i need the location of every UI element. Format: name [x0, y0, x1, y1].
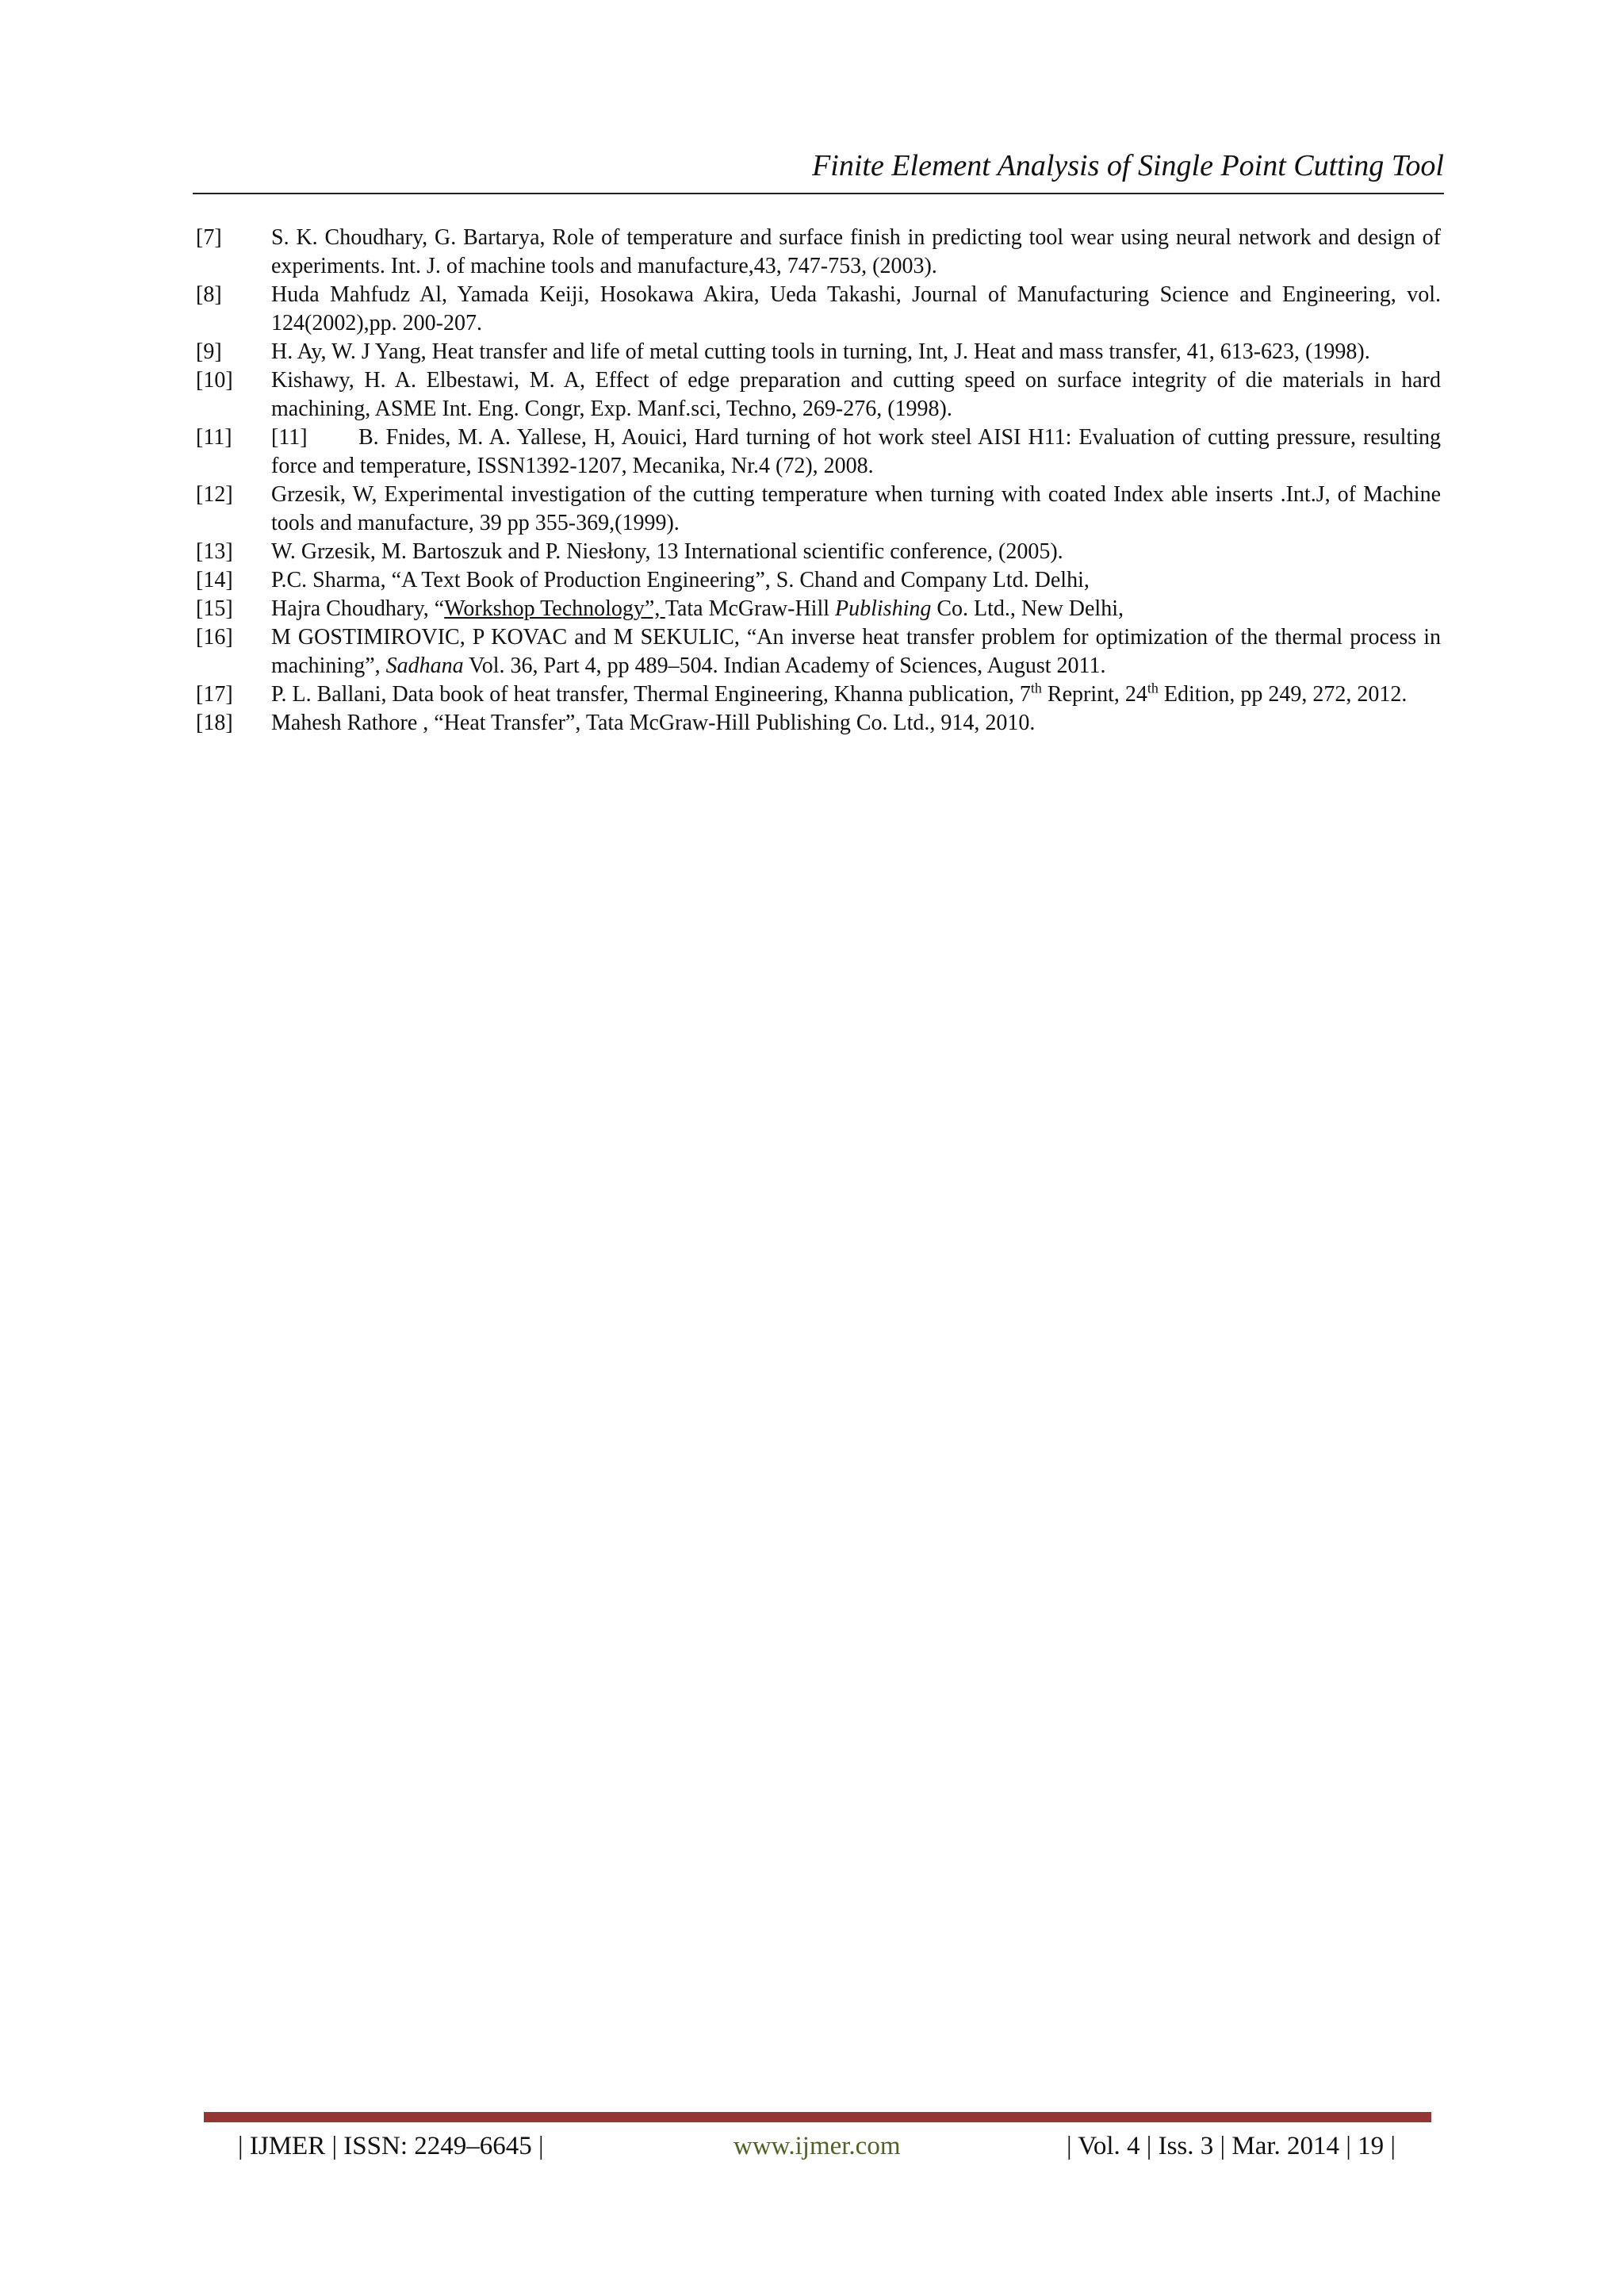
reference-number: [16]	[196, 625, 233, 650]
reference-italic-text: Publishing	[835, 596, 932, 621]
reference-text-body: B. Fnides, M. A. Yallese, H, Aouici, Hard turning of hot work steel AISI H11: Evaluation of cutting pressure, resulting force and temperature, ISSN1392-1207, Mecanika, Nr.4 (72), 2008.	[271, 425, 1441, 478]
reference-item	[196, 709, 1441, 738]
reference-text-part: Vol. 36, Part 4, pp 489–504. Indian Academy of Sciences, August 2011.	[463, 654, 1106, 678]
reference-text	[271, 595, 1441, 623]
reference-text	[271, 623, 1441, 680]
reference-number: [10]	[196, 368, 233, 393]
reference-item	[196, 338, 1441, 366]
reference-text: S. K. Choudhary, G. Bartarya, Role of temperature and surface finish in predicting tool wear using neural network and design of experiments. Int. J. of machine tools and manufacture,43, 747-753, (2003).	[271, 225, 1441, 278]
reference-inner-number: [11]	[271, 425, 308, 450]
reference-item	[196, 623, 1441, 680]
reference-item	[196, 424, 1441, 481]
ordinal-superscript: th	[1147, 680, 1159, 696]
reference-item	[196, 366, 1441, 424]
reference-item	[196, 595, 1441, 623]
reference-number: [14]	[196, 568, 233, 592]
reference-italic-journal: Sadhana	[385, 654, 464, 678]
reference-text: Huda Mahfudz Al, Yamada Keiji, Hosokawa Akira, Ueda Takashi, Journal of Manufacturing Science and Engineering, vol. 124(2002),pp. 200-207.	[271, 282, 1441, 335]
footer-divider-bar	[204, 2112, 1431, 2122]
reference-text: P.C. Sharma, “A Text Book of Production Engineering”, S. Chand and Company Ltd. Delhi,	[271, 568, 1090, 592]
reference-item	[196, 281, 1441, 338]
reference-item	[196, 680, 1441, 709]
reference-number: [7]	[196, 225, 222, 250]
page-footer	[238, 2129, 1396, 2164]
reference-underlined-title: Workshop Technology”,	[444, 596, 665, 621]
reference-number: [8]	[196, 282, 222, 307]
reference-number: [12]	[196, 482, 233, 507]
reference-number: [17]	[196, 682, 233, 707]
footer-journal-issn: | IJMER | ISSN: 2249–6645 |	[238, 2132, 544, 2160]
reference-text	[271, 424, 1441, 481]
reference-number: [11]	[196, 425, 232, 450]
reference-text-part: Reprint, 24	[1041, 682, 1147, 707]
reference-item	[196, 566, 1441, 595]
reference-text: Kishawy, H. A. Elbestawi, M. A, Effect of edge preparation and cutting speed on surface integrity of die materials in hard machining, ASME Int. Eng. Congr, Exp. Manf.sci, Techno, 269-276, (1998).	[271, 368, 1441, 421]
reference-number: [13]	[196, 539, 233, 564]
reference-text: Grzesik, W, Experimental investigation of the cutting temperature when turning with coated Index able inserts .Int.J, of Machine tools and manufacture, 39 pp 355-369,(1999).	[271, 482, 1441, 535]
reference-text: W. Grzesik, M. Bartoszuk and P. Niesłony, 13 International scientific conference, (2005).	[271, 539, 1063, 564]
reference-item	[196, 538, 1441, 566]
reference-number: [15]	[196, 596, 233, 621]
footer-website-link[interactable]: www.ijmer.com	[733, 2132, 901, 2160]
reference-text-part: Co. Ltd., New Delhi,	[931, 596, 1124, 621]
reference-item	[196, 224, 1441, 281]
reference-number: [18]	[196, 711, 233, 735]
running-title: Finite Element Analysis of Single Point Cutting Tool	[812, 149, 1444, 182]
reference-text-part: Hajra Choudhary, “	[271, 596, 445, 621]
header-divider	[193, 193, 1444, 194]
reference-list	[196, 224, 1441, 738]
reference-text: H. Ay, W. J Yang, Heat transfer and life of metal cutting tools in turning, Int, J. Heat and mass transfer, 41, 613-623, (1998).	[271, 339, 1370, 364]
reference-item	[196, 481, 1441, 538]
reference-text-part: P. L. Ballani, Data book of heat transfer, Thermal Engineering, Khanna publication, 7	[271, 682, 1031, 707]
reference-text-part: Tata McGraw-Hill	[665, 596, 836, 621]
ordinal-superscript: th	[1030, 680, 1042, 696]
reference-text-part: M GOSTIMIROVIC, P KOVAC and M SEKULIC, “An inverse heat transfer problem for optimization of the thermal process in machining”,	[271, 625, 1441, 678]
reference-text: Mahesh Rathore , “Heat Transfer”, Tata McGraw-Hill Publishing Co. Ltd., 914, 2010.	[271, 711, 1036, 735]
footer-volume-page: | Vol. 4 | Iss. 3 | Mar. 2014 | 19 |	[1066, 2132, 1396, 2160]
reference-text-part: Edition, pp 249, 272, 2012.	[1158, 682, 1408, 707]
reference-number: [9]	[196, 339, 222, 364]
reference-text	[271, 680, 1441, 709]
